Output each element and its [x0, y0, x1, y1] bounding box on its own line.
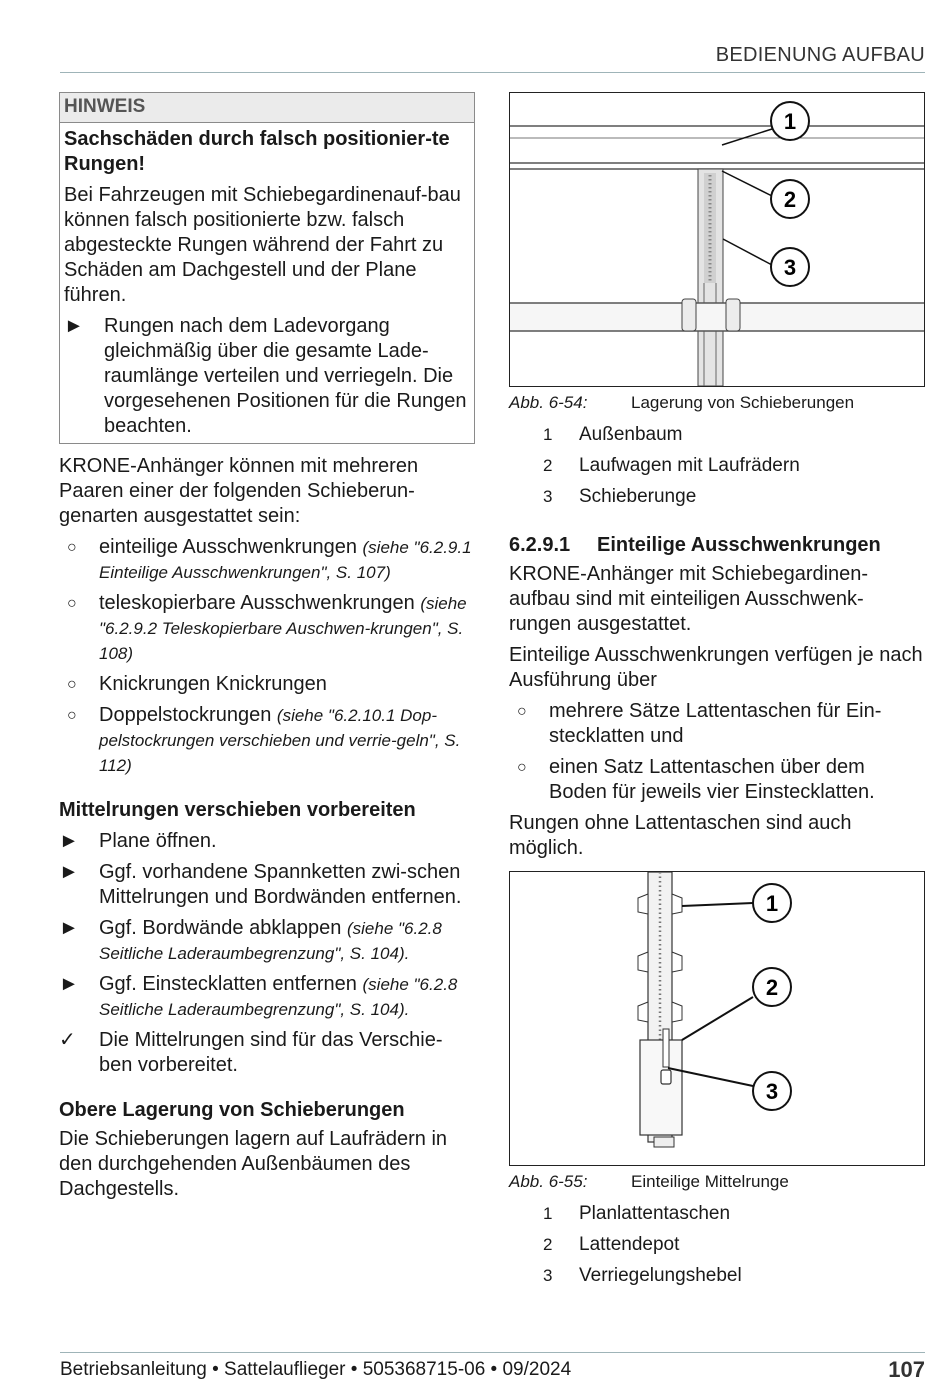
- legend-item: 1 Außenbaum: [543, 424, 683, 445]
- cross-reference-link[interactable]: (siehe "6.2.9.2 Teleskopierbare Auschwen-krungen", S. 108): [99, 594, 467, 663]
- section-number: 6.2.9.1: [509, 534, 571, 556]
- list-item: [509, 699, 925, 749]
- notice-title: HINWEIS: [60, 93, 474, 123]
- triangle-right-icon: ►: [59, 861, 79, 883]
- types-list: [59, 535, 475, 778]
- figure-caption-text: Einteilige Mittelrunge: [631, 1172, 789, 1191]
- page-footer: [60, 1352, 925, 1382]
- list-item: [59, 591, 475, 666]
- circle-bullet-icon: ○: [67, 676, 77, 693]
- paragraph-2: Einteilige Ausschwenkrungen verfügen je nach Ausführung über: [509, 644, 923, 691]
- notice-action-text: Rungen nach dem Ladevorgang gleichmäßig über die gesamte Lade-raumlänge verteilen und verriegeln. Die vorgesehenen Positionen für die Rungen beachten.: [104, 315, 467, 437]
- paragraph-1: KRONE-Anhänger mit Schiebegardinen-aufbau sind mit einteiligen Ausschwenk-rungen ausgestattet.: [509, 563, 869, 635]
- notice-box: [59, 92, 475, 444]
- circle-bullet-icon: ○: [67, 539, 77, 556]
- callout-3: 3: [783, 255, 797, 280]
- notice-body: Bei Fahrzeugen mit Schiebegardinenauf-bau können falsch positionierte bzw. falsch abgesteckte Rungen während der Fahrt zu Schäden am Dachgestell und der Plane führen.: [64, 184, 461, 306]
- triangle-right-icon: ►: [59, 917, 79, 939]
- triangle-right-icon: ►: [59, 830, 79, 852]
- list-item: [59, 703, 475, 778]
- list-item-text: einen Satz Lattentaschen über dem Boden für jeweils vier Einstecklatten.: [549, 756, 875, 803]
- callout-1: 1: [765, 891, 779, 916]
- list-item-text: Knickrungen Knickrungen: [99, 673, 327, 695]
- callout-1: 1: [783, 109, 797, 134]
- cross-reference-link[interactable]: (siehe "6.2.10.1 Dop-pelstockrungen verschieben und verrie-geln", S. 112): [99, 706, 461, 775]
- right-column: [509, 92, 925, 1295]
- circle-bullet-icon: ○: [67, 707, 77, 724]
- header-title: BEDIENUNG AUFBAU: [715, 44, 925, 66]
- steps-list: [59, 829, 475, 1078]
- step-text: Ggf. Bordwände abklappen: [99, 917, 342, 939]
- step-item: [59, 860, 475, 910]
- list-item: [59, 535, 475, 585]
- list-item-text: einteilige Ausschwenkrungen: [99, 536, 357, 558]
- notice-heading: Sachschäden durch falsch positionier-te Rungen!: [64, 128, 450, 175]
- callout-2: 2: [765, 975, 779, 1000]
- list-item-text: Doppelstockrungen: [99, 704, 272, 726]
- circle-bullet-icon: ○: [517, 759, 527, 776]
- step-text: Plane öffnen.: [99, 830, 217, 852]
- callout-2: 2: [783, 187, 797, 212]
- figure-6-55: [509, 871, 925, 1166]
- circle-bullet-icon: ○: [517, 703, 527, 720]
- list-item-text: mehrere Sätze Lattentaschen für Ein-stecklatten und: [549, 700, 882, 747]
- callout-3: 3: [765, 1079, 779, 1104]
- section-heading-prepare: Mittelrungen verschieben vorbereiten: [59, 799, 416, 821]
- list-item-text: teleskopierbare Ausschwenkrungen: [99, 592, 415, 614]
- legend-item: 1 Planlattentaschen: [543, 1203, 731, 1224]
- legend-item: 3 Schieberunge: [543, 486, 697, 507]
- result-item: [59, 1028, 475, 1078]
- list-item: [509, 755, 925, 805]
- circle-bullet-icon: ○: [67, 595, 77, 612]
- left-column: [59, 92, 475, 1202]
- cross-reference-link[interactable]: (siehe "6.2.8 Seitliche Laderaumbegrenzung", S. 104).: [99, 975, 458, 1019]
- result-text: Die Mittelrungen sind für das Verschie-ben vorbereitet.: [99, 1029, 443, 1076]
- step-item: [59, 916, 475, 966]
- figure-label: Abb. 6-54:: [509, 393, 588, 412]
- figure-label: Abb. 6-55:: [509, 1172, 588, 1191]
- options-list: [509, 699, 925, 805]
- notice-body-wrap: [60, 177, 474, 443]
- checkmark-icon: ✓: [59, 1029, 76, 1051]
- figure-caption: [509, 393, 925, 413]
- legend-item: 2 Lattendepot: [543, 1234, 680, 1255]
- figure-legend: [543, 1202, 925, 1288]
- list-item: [59, 672, 475, 697]
- legend-item: 2 Laufwagen mit Laufrädern: [543, 455, 800, 476]
- step-item: [59, 972, 475, 1022]
- figure-6-54: [509, 92, 925, 387]
- notice-action: [64, 314, 470, 439]
- triangle-right-icon: ►: [59, 973, 79, 995]
- figure-caption-text: Lagerung von Schieberungen: [631, 393, 855, 412]
- figure-caption: [509, 1172, 925, 1192]
- roller-bearing-illustration: [510, 93, 924, 386]
- legend-item: 3 Verriegelungshebel: [543, 1265, 742, 1286]
- bearing-paragraph: Die Schieberungen lagern auf Laufrädern in den durchgehenden Außenbäumen des Dachgestells.: [59, 1128, 448, 1200]
- page-header: [60, 42, 925, 73]
- footer-text: Betriebsanleitung • Sattelauflieger • 505368715-06 • 09/2024: [60, 1359, 572, 1380]
- triangle-right-icon: ►: [64, 315, 84, 337]
- cross-reference-link[interactable]: (siehe "6.2.8 Seitliche Laderaumbegrenzung", S. 104).: [99, 919, 442, 963]
- section-heading-bearing: Obere Lagerung von Schieberungen: [59, 1099, 405, 1121]
- step-text: Ggf. vorhandene Spannketten zwi-schen Mittelrungen und Bordwänden entfernen.: [99, 861, 462, 908]
- stanchion-illustration: [510, 872, 924, 1165]
- step-item: [59, 829, 475, 854]
- figure-legend: [543, 423, 925, 509]
- intro-paragraph: KRONE-Anhänger können mit mehreren Paaren einer der folgenden Schieberun-genarten ausgestattet sein:: [59, 455, 419, 527]
- section-heading-6-2-9-1: [509, 533, 925, 558]
- page-number: 107: [888, 1357, 925, 1382]
- cross-reference-link[interactable]: (siehe "6.2.9.1 Einteilige Ausschwenkrungen", S. 107): [99, 538, 472, 582]
- paragraph-3: Rungen ohne Lattentaschen sind auch möglich.: [509, 812, 852, 859]
- step-text: Ggf. Einstecklatten entfernen: [99, 973, 357, 995]
- section-title: Einteilige Ausschwenkrungen: [597, 534, 881, 556]
